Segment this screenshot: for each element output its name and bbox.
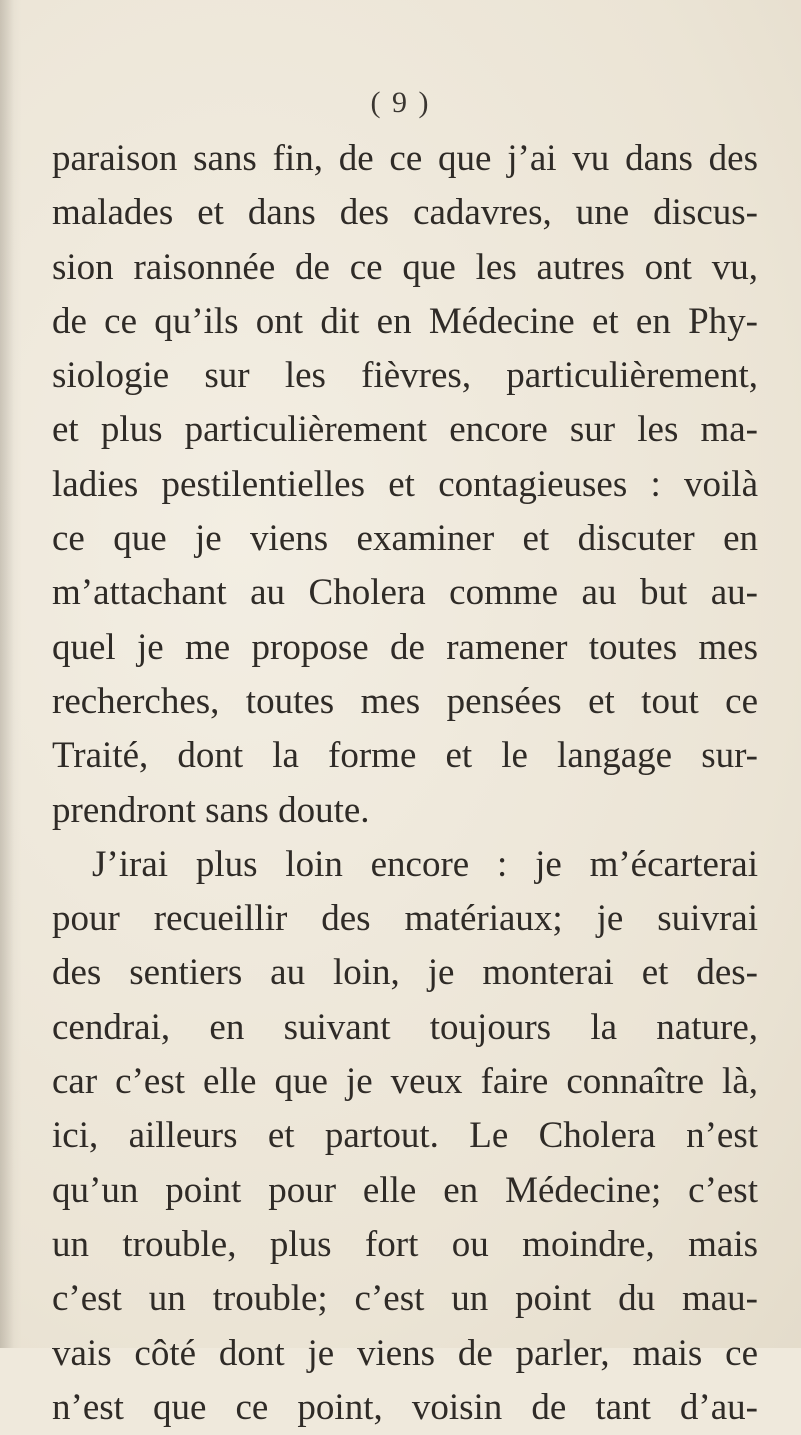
text-line: siologie sur les fièvres, particulièrement, bbox=[52, 355, 758, 397]
text-line: vais côté dont je viens de parler, mais ce bbox=[52, 1332, 758, 1374]
body-text bbox=[52, 132, 758, 1435]
text-line: ici, ailleurs et partout. Le Cholera n’est bbox=[52, 1115, 758, 1157]
text-line: pour recueillir des matériaux; je suivrai bbox=[52, 898, 758, 940]
text-line: quel je me propose de ramener toutes mes bbox=[52, 626, 758, 668]
text-line: paraison sans fin, de ce que j’ai vu dans des bbox=[52, 138, 758, 179]
text-line: m’attachant au Cholera comme au but au- bbox=[52, 572, 758, 614]
binding-shadow bbox=[0, 0, 14, 1348]
text-line: n’est que ce point, voisin de tant d’au- bbox=[52, 1386, 758, 1428]
text-line: qu’un point pour elle en Médecine; c’est bbox=[52, 1169, 758, 1211]
text-line: cendrai, en suivant toujours la nature, bbox=[52, 1006, 758, 1048]
text-line: sion raisonnée de ce que les autres ont vu, bbox=[52, 246, 758, 288]
text-line: car c’est elle que je veux faire connaître là, bbox=[52, 1061, 758, 1103]
text-line: recherches, toutes mes pensées et tout ce bbox=[52, 680, 758, 722]
text-line: un trouble, plus fort ou moindre, mais bbox=[52, 1223, 758, 1265]
text-line: ce que je viens examiner et discuter en bbox=[52, 518, 758, 560]
text-line: des sentiers au loin, je monterai et des- bbox=[52, 952, 758, 994]
paragraph-start-line: J’irai plus loin encore : je m’écarterai bbox=[92, 843, 758, 885]
text-line: malades et dans des cadavres, une discus- bbox=[52, 192, 758, 234]
text-line: de ce qu’ils ont dit en Médecine et en Phy- bbox=[52, 300, 758, 342]
paragraph-end-line: prendront sans doute. bbox=[52, 789, 370, 831]
text-line: Traité, dont la forme et le langage sur- bbox=[52, 735, 758, 777]
text-line: c’est un trouble; c’est un point du mau- bbox=[52, 1278, 758, 1320]
page-number: ( 9 ) bbox=[370, 86, 431, 119]
text-line: ladies pestilentielles et contagieuses : voilà bbox=[52, 463, 758, 505]
text-line: et plus particulièrement encore sur les ma- bbox=[52, 409, 758, 451]
